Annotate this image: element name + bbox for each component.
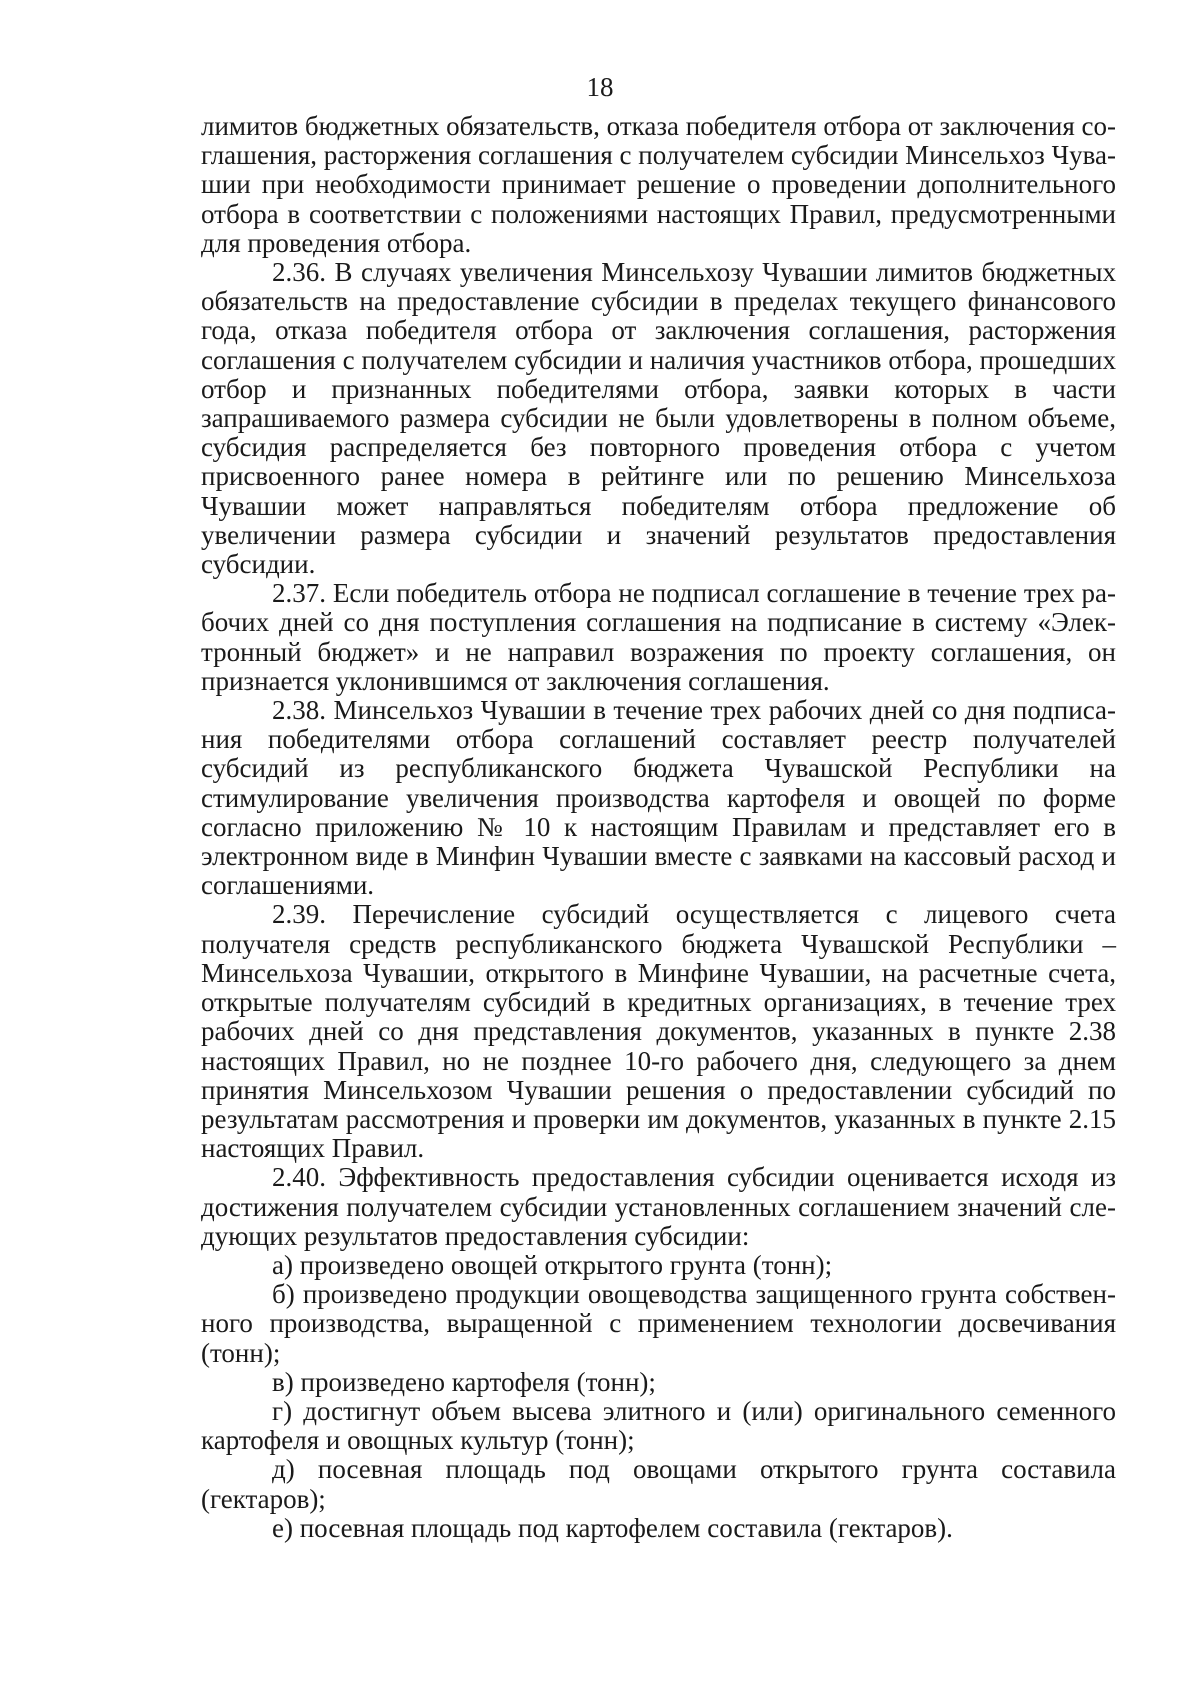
paragraph-continuation: лимитов бюджетных обязательств, отказа победителя отбора от заключения соглашения, расторжения соглашения с получателем субсидии Минсельхоз Чувашии при необходимости принимает решение о проведении дополнительного отбора в соответствии с положениями настоящих Правил, предусмотренными для проведения отбора.	[201, 111, 1116, 258]
paragraph-2-40: 2.40. Эффективность предоставления субсидии оценивается исходя из достижения получателем субсидии установленных соглашением значений следующих результатов предоставления субсидии:	[201, 1162, 1116, 1251]
list-item-g: г) достигнут объем высева элитного и (или) оригинального семенного картофеля и овощных культур (тонн);	[201, 1395, 1116, 1456]
document-body	[201, 112, 1116, 1543]
paragraph-2-38: 2.38. Минсельхоз Чувашии в течение трех рабочих дней со дня подписания победителями отбора соглашений составляет реестр получателей субсидий из республиканского бюджета Чувашской Республики на стимулирование увеличения производства картофеля и овощей по форме согласно приложению № 10 к настоящим Правилам и представляет его в электронном виде в Минфин Чувашии вместе с заявками на кассовый расход и соглашениями.	[201, 695, 1116, 901]
list-item-d: д) посевная площадь под овощами открытого грунта составила (гектаров);	[201, 1454, 1116, 1514]
paragraph-2-36: 2.36. В случаях увеличения Минсельхозу Чувашии лимитов бюджетных обязательств на предоставление субсидии в пределах текущего финансового года, отказа победителя отбора от заключения соглашения, расторжения соглашения с получателем субсидии и наличия участников отбора, прошедших отбор и признанных победителями отбора, заявки которых в части запрашиваемого размера субсидии не были удовлетворены в полном объеме, субсидия распределяется без повторного проведения отбора с учетом присвоенного ранее номера в рейтинге или по решению Минсельхоза Чувашии может направляться победителям отбора предложение об увеличении размера субсидии и значений результатов предоставления субсидии.	[201, 257, 1116, 580]
paragraph-2-37: 2.37. Если победитель отбора не подписал соглашение в течение трех рабочих дней со дня поступления соглашения на подписание в систему «Электронный бюджет» и не направил возражения по проекту соглашения, он признается уклонившимся от заключения соглашения.	[201, 578, 1116, 696]
page-number: 18	[586, 72, 614, 102]
list-item-a: а) произведено овощей открытого грунта (тонн);	[272, 1249, 833, 1280]
list-item-b: б) произведено продукции овощеводства защищенного грунта собственного производства, выращенной с применением технологии досвечивания (тонн);	[201, 1279, 1116, 1368]
list-item-e: е) посевная площадь под картофелем составила (гектаров).	[272, 1512, 953, 1543]
paragraph-2-39: 2.39. Перечисление субсидий осуществляется с лицевого счета получателя средств республиканского бюджета Чувашской Республики – Минсельхоза Чувашии, открытого в Минфине Чувашии, на расчетные счета, открытые получателям субсидий в кредитных организациях, в течение трех рабочих дней со дня представления документов, указанных в пункте 2.38 настоящих Правил, но не позднее 10-го рабочего дня, следующего за днем принятия Минсельхозом Чувашии решения о предоставлении субсидий по результатам рассмотрения и проверки им документов, указанных в пункте 2.15 настоящих Правил.	[201, 899, 1116, 1164]
list-item-v: в) произведено картофеля (тонн);	[272, 1366, 656, 1397]
